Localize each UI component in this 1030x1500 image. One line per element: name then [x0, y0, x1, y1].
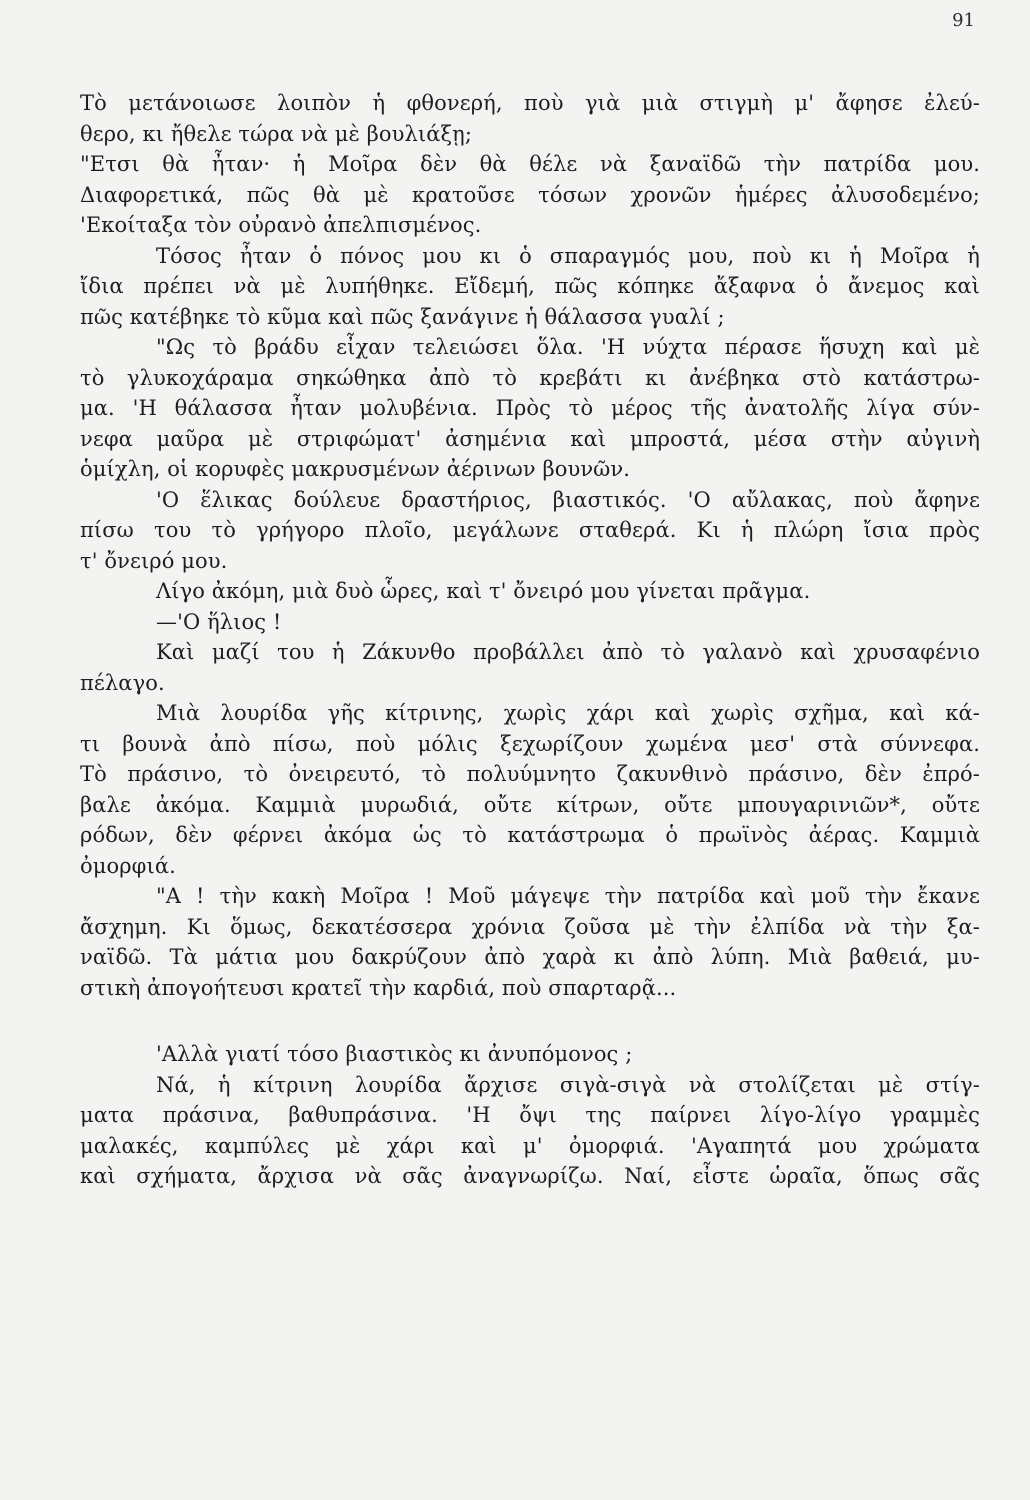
text-line: Μιὰ λουρίδα γῆς κίτρινης, χωρὶς χάρι καὶ χωρὶς σχῆμα, καὶ κά-	[156, 701, 980, 725]
text-line: μα. 'Η θάλασσα ἦταν μολυβένια. Πρὸς τὸ μέρος τῆς ἀνατολῆς λίγα σύν-	[80, 396, 980, 420]
text-line: ἄσχημη. Κι ὅμως, δεκατέσσερα χρόνια ζοῦσα μὲ τὴν ἐλπίδα νὰ τὴν ξα-	[80, 914, 980, 939]
text-line: νεφα μαῦρα μὲ στριφώματ' ἀσημένια καὶ μπροστά, μέσα στὴν αὐγινὴ	[80, 426, 980, 451]
text-line: "Ετσι θὰ ἦταν· ἡ Μοῖρα δὲν θὰ θέλε νὰ ξαναϊδῶ τὴν πατρίδα μου.	[80, 152, 980, 176]
text-line: ὀμορφιά.	[80, 853, 176, 878]
text-line: Τὸ μετάνοιωσε λοιπὸν ἡ φθονερή, ποὺ γιὰ μιὰ στιγμὴ μ' ἄφησε ἐλεύ-	[80, 91, 980, 115]
text-line: Τόσος ἦταν ὁ πόνος μου κι ὁ σπαραγμός μου, ποὺ κι ἡ Μοῖρα ἡ	[156, 243, 980, 268]
text-line: ναϊδῶ. Τὰ μάτια μου δακρύζουν ἀπὸ χαρὰ κι ἀπὸ λύπη. Μιὰ βαθειά, μυ-	[80, 945, 980, 969]
text-line: Διαφορετικά, πῶς θὰ μὲ κρατοῦσε τόσων χρονῶν ἡμέρες ἀλυσοδεμένο;	[80, 182, 980, 207]
text-line: θερο, κι ἤθελε τώρα νὰ μὲ βουλιάξῃ;	[80, 121, 473, 146]
text-line: ἴδια πρέπει νὰ μὲ λυπήθηκε. Εἴδεμή, πῶς κόπηκε ἄξαφνα ὁ ἄνεμος καὶ	[80, 274, 980, 298]
text-line: 'Ο ἕλικας δούλευε δραστήριος, βιαστικός. 'Ο αὔλακας, ποὺ ἄφηνε	[156, 487, 980, 512]
text-line: τι βουνὰ ἀπὸ πίσω, ποὺ μόλις ξεχωρίζουν χωμένα μεσ' στὰ σύννεφα.	[80, 731, 980, 756]
text-line: Καὶ μαζί του ἡ Ζάκυνθο προβάλλει ἀπὸ τὸ γαλανὸ καὶ χρυσαφένιο	[156, 640, 980, 664]
text-line: "Α ! τὴν κακὴ Μοῖρα ! Μοῦ μάγεψε τὴν πατρίδα καὶ μοῦ τὴν ἔκανε	[156, 884, 980, 908]
body-text	[80, 88, 980, 1192]
text-line: πῶς κατέβηκε τὸ κῦμα καὶ πῶς ξανάγινε ἡ θάλασσα γυαλί ;	[80, 304, 725, 329]
text-line: "Ως τὸ βράδυ εἶχαν τελειώσει ὅλα. 'Η νύχτα πέρασε ἥσυχη καὶ μὲ	[156, 335, 980, 359]
text-line: πίσω του τὸ γρήγορο πλοῖο, μεγάλωνε σταθερά. Κι ἡ πλώρη ἴσια πρὸς	[80, 518, 980, 542]
page-number: 91	[952, 10, 975, 31]
text-line: 'Εκοίταξα τὸν οὐρανὸ ἀπελπισμένος.	[80, 213, 482, 237]
text-line: στικὴ ἀπογοήτευσι κρατεῖ τὴν καρδιά, ποὺ σπαρταρᾷ...	[80, 975, 677, 1000]
text-line: καὶ σχήματα, ἄρχισα νὰ σᾶς ἀναγνωρίζω. Ναί, εἶστε ὡραῖα, ὅπως σᾶς	[80, 1164, 980, 1188]
text-line: 'Αλλὰ γιατί τόσο βιαστικὸς κι ἀνυπόμονος ;	[156, 1042, 633, 1066]
text-line: ὁμίχλη, οἱ κορυφὲς μακρυσμένων ἀέρινων βουνῶν.	[80, 457, 631, 481]
text-line: βαλε ἀκόμα. Καμμιὰ μυρωδιά, οὔτε κίτρων, οὔτε μπουγαρινιῶν*, οὔτε	[80, 792, 980, 817]
text-line: ρόδων, δὲν φέρνει ἀκόμα ὡς τὸ κατάστρωμα ὁ πρωϊνὸς ἀέρας. Καμμιὰ	[80, 823, 980, 847]
text-line: —'Ο ἥλιος !	[156, 609, 282, 634]
text-line: Λίγο ἀκόμη, μιὰ δυὸ ὧρες, καὶ τ' ὄνειρό μου γίνεται πρᾶγμα.	[156, 579, 811, 603]
text-line: Νά, ἡ κίτρινη λουρίδα ἄρχισε σιγὰ-σιγὰ νὰ στολίζεται μὲ στίγ-	[156, 1072, 980, 1097]
paragraph-gap	[80, 1003, 980, 1039]
text-line: ματα πράσινα, βαθυπράσινα. 'Η ὄψι της παίρνει λίγο-λίγο γραμμὲς	[80, 1103, 980, 1127]
text-line: Τὸ πράσινο, τὸ ὀνειρευτό, τὸ πολυύμνητο ζακυνθινὸ πράσινο, δὲν ἐπρό-	[80, 762, 980, 786]
text-line: τ' ὄνειρό μου.	[80, 548, 228, 573]
text-line: μαλακές, καμπύλες μὲ χάρι καὶ μ' ὀμορφιά. 'Αγαπητά μου χρώματα	[80, 1133, 980, 1158]
text-line: τὸ γλυκοχάραμα σηκώθηκα ἀπὸ τὸ κρεβάτι κι ἀνέβηκα στὸ κατάστρω-	[80, 365, 980, 390]
text-line: πέλαγο.	[80, 670, 165, 695]
